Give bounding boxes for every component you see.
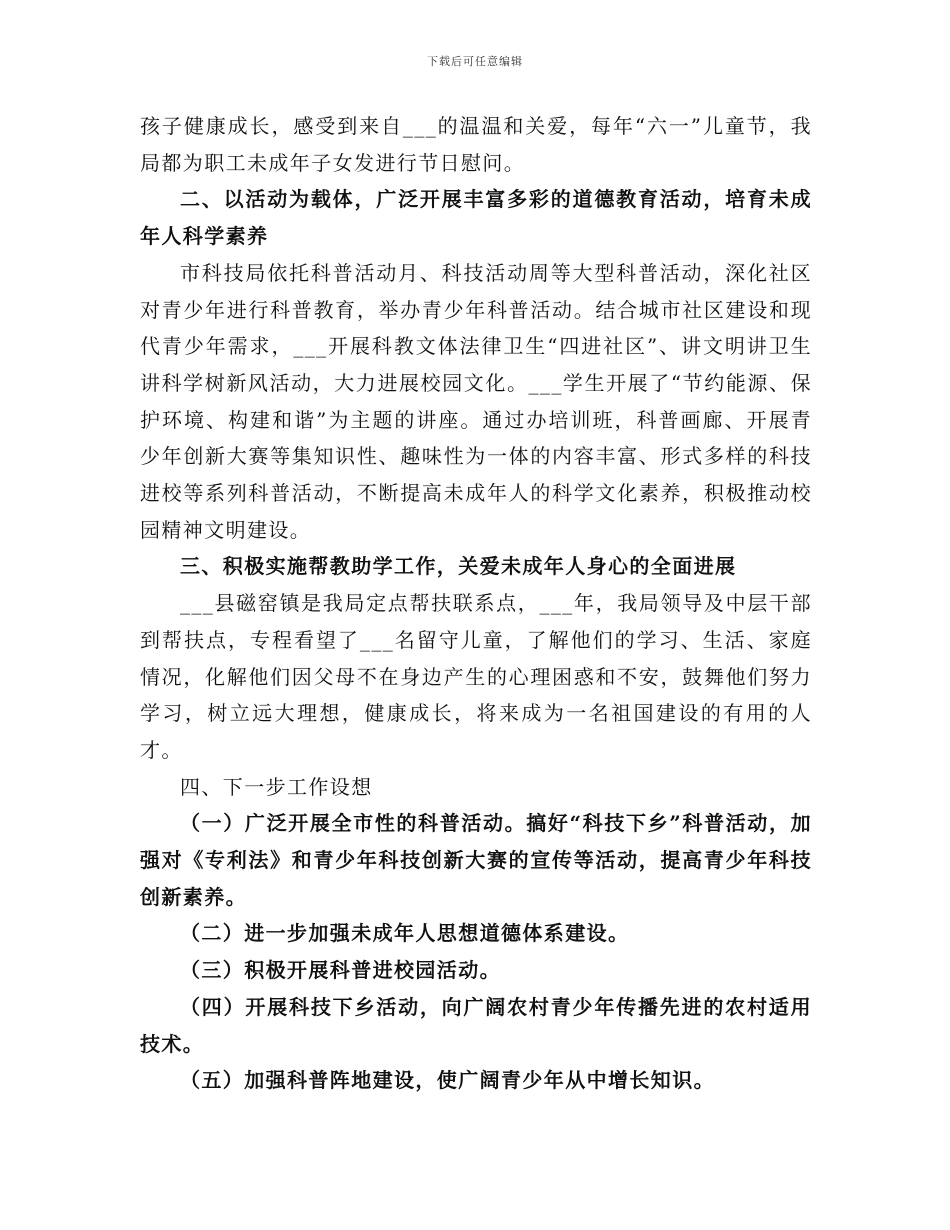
paragraph-continuation: 孩子健康成长，感受到来自___的温温和关爱，每年“六一”儿童节，我局都为职工未成年子女发进行节日慰问。 [140, 114, 812, 175]
section-heading-2: 二、以活动为载体，广泛开展丰富多彩的道德教育活动，培育未成年人科学素养 [140, 187, 812, 249]
plan-item-2: （二）进一步加强未成年人思想道德体系建设。 [180, 921, 630, 946]
paragraph-assistance: ___县磁窑镇是我局定点帮扶联系点，___年，我局领导及中层干部到帮扶点，专程看望了___名留守儿童，了解他们的学习、生活、家庭情况，化解他们因父母不在身边产生的心理困惑和不安，鼓舞他们努力学习，树立远大理想，健康成长，将来成为一名祖国建设的有用的人才。 [140, 591, 812, 762]
plan-item-3: （三）积极开展科普进校园活动。 [180, 958, 501, 983]
paragraph-science-activities: 市科技局依托科普活动月、科技活动周等大型科普活动，深化社区对青少年进行科普教育，举办青少年科普活动。结合城市社区建设和现代青少年需求，___开展科教文体法律卫生“四进社区”、讲文明讲卫生讲科学树新风活动，大力进展校园文化。___学生开展了“节约能源、保护环境、构建和谐”为主题的讲座。通过办培训班，科普画廊、开展青少年创新大赛等集知识性、趣味性为一体的内容丰富、形式多样的科技进校等系列科普活动，不断提高未成年人的科学文化素养，积极推动校园精神文明建设。 [140, 260, 812, 542]
document-body [140, 108, 812, 1099]
plan-item-1: （一）广泛开展全市性的科普活动。搞好“科技下乡”科普活动，加强对《专利法》和青少年科技创新大赛的宣传等活动，提高青少年科技创新素养。 [140, 811, 812, 909]
plan-item-5: （五）加强科普阵地建设，使广阔青少年从中增长知识。 [180, 1068, 715, 1093]
plan-item-4: （四）开展科技下乡活动，向广阔农村青少年传播先进的农村适用技术。 [140, 994, 812, 1056]
section-heading-3: 三、积极实施帮教助学工作，关爱未成年人身心的全面进展 [180, 554, 737, 579]
section-heading-4: 四、下一步工作设想 [180, 774, 373, 799]
page-header: 下载后可任意编辑 [427, 55, 523, 68]
